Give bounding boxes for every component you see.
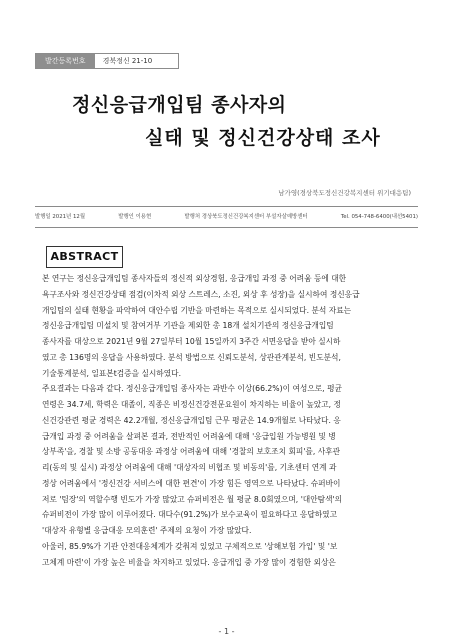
abstract-line: 개입팀의 실태 현황을 파악하여 대안수립 기반을 마련하는 목적으로 실시되었다. 분석 자료는 — [42, 305, 352, 315]
contact-phone: Tel. 054-748-6400(내선5401) — [340, 214, 418, 220]
publication-info-top-rule — [35, 206, 418, 207]
abstract-line: '대상자 유형별 응급대응 모의훈련' 주제의 요청이 가장 많았다. — [42, 526, 252, 535]
abstract-line: 정상 어려움에서 '정신건강 서비스에 대한 편견'이 가장 힘든 영역으로 나타났다. 슈퍼바이 — [42, 478, 341, 488]
abstract-line: 리(동의 및 실시) 과정상 어려움에 대해 '대상자의 비협조 및 비동의'를, 기초센터 연계 과 — [42, 463, 337, 472]
abstract-line: 저로 '팀장'의 역할수행 빈도가 가장 많았고 슈퍼비전은 월 평균 8.0회였으며, '대안탐색'의 — [42, 494, 343, 504]
abstract-line: 고체계 마련'이 가장 높은 비율을 차지하고 있었다. 응급개입 중 가장 많이 경험한 외상은 — [42, 557, 336, 567]
abstract-line: 상부족'을, 경찰 및 소방 공동대응 과정상 어려움에 대해 '경찰의 보호조치 회피'를, 사후관 — [42, 447, 341, 457]
abstract-heading: ABSTRACT — [46, 246, 123, 268]
page-number: - 1 - — [218, 627, 235, 636]
abstract-line: 였고 총 136명의 응답을 사용하였다. 분석 방법으로 신뢰도분석, 상관관계분석, 빈도분석, — [42, 352, 341, 362]
registration-value: 경북정신 21-10 — [95, 54, 179, 68]
abstract-line: 본 연구는 정신응급개입팀 종사자들의 정신적 외상경험, 응급개입 과정 중 어려움 등에 대한 — [42, 274, 347, 283]
publisher-name: 발행인 이용현 — [118, 214, 152, 220]
abstract-line: 급개입 과정 중 어려움을 살펴본 결과, 전반적인 어려움에 대해 '응급입원 가능병원 및 병 — [42, 431, 336, 441]
abstract-line: 욕구조사와 정신건강상태 점검(이차적 외상 스트레스, 소진, 외상 후 성장)을 실시하여 정신응급 — [42, 289, 360, 299]
publication-info — [35, 212, 418, 222]
abstract-line: 연령은 34.7세, 학력은 대졸이, 직종은 비정신건강전문요원이 차지하는 비율이 높았고, 정 — [42, 400, 341, 409]
abstract-line: 신건강관련 평균 경력은 42.2개월, 정신응급개입팀 근무 평균은 14.9개월로 나타났다. 응 — [42, 415, 341, 425]
abstract-line: 기술통계분석, 일표본t검증을 실시하였다. — [42, 368, 182, 378]
abstract-line: 주요결과는 다음과 같다. 정신응급개입팀 종사자는 과반수 이상(66.2%)이 여성으로, 평균 — [42, 384, 342, 394]
publishing-organization: 발행처 경상북도정신건강복지센터 부설자살예방센터 — [184, 214, 308, 220]
report-title-line-2: 실태 및 정신건강상태 조사 — [145, 127, 381, 149]
author-affiliation: 남가영(경상북도정신건강복지센터 위기대응팀) — [278, 189, 411, 197]
abstract-line: 종사자를 대상으로 2021년 9월 27일부터 10월 15일까지 3주간 서면응답을 받아 실시하 — [42, 337, 341, 346]
report-title-line-1: 정신응급개입팀 종사자의 — [72, 94, 287, 116]
registration-label: 발간등록번호 — [36, 54, 95, 68]
publication-info-bottom-rule — [35, 227, 418, 228]
abstract-line: 슈퍼비전이 가장 많이 이루어졌다. 대다수(91.2%)가 보수교육이 필요하다고 응답하였고 — [42, 510, 338, 520]
abstract-line: 아울러, 85.9%가 기관 안전대응체계가 갖춰져 있었고 구체적으로 '상해보험 가입' 및 '보 — [42, 541, 338, 551]
publication-date: 발행일 2021년 12월 — [35, 214, 86, 220]
abstract-body — [42, 271, 418, 570]
abstract-line: 정신응급개입팀 미설치 및 참여거부 기관을 제외한 총 18개 설치기관의 정신응급개입팀 — [42, 321, 334, 331]
registration-number-box — [35, 53, 179, 69]
